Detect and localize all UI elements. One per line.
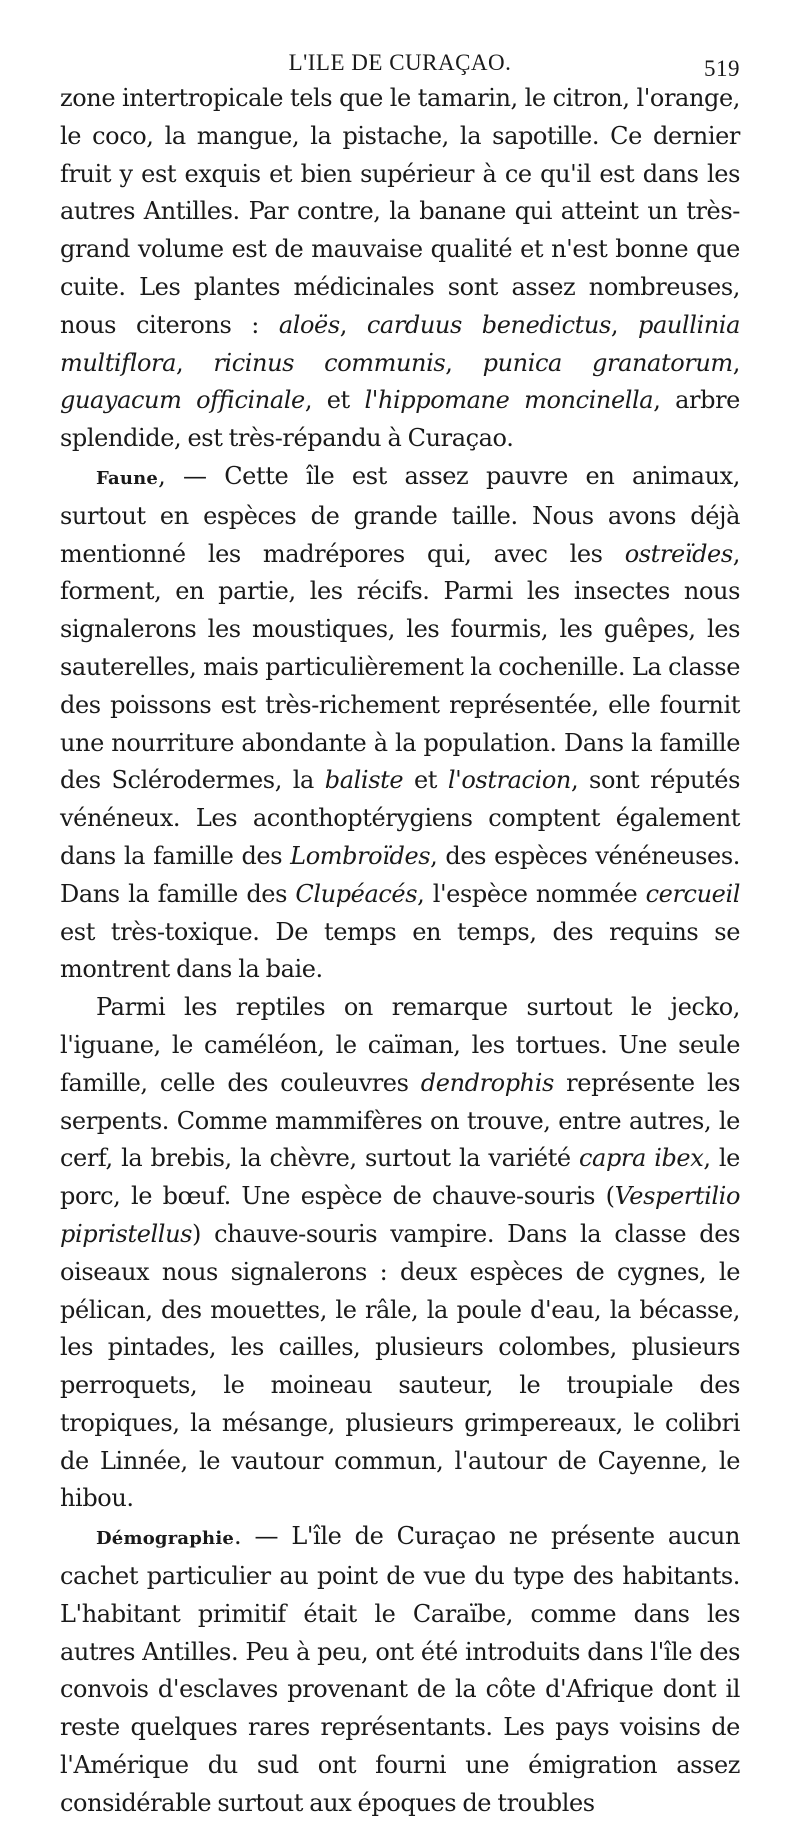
- species-name: Lombroïdes: [290, 841, 431, 870]
- text-run: zone intertropicale tels que le tamarin, le citron, l'orange, le coco, la mangue, la pistache, la sapotille. Ce dernier fruit y est exquis et bien supérieur à ce qu'il est dans les autres Antilles. Par contre, la banane qui atteint un très-grand volume est de mauvaise qualité et n'est bonne que cuite. Les plantes médicinales sont assez nombreuses, nous citerons :: [60, 84, 740, 339]
- text-run: ,: [445, 348, 483, 377]
- species-name: guayacum officinale: [60, 386, 305, 415]
- species-name: paullinia multiflora: [60, 310, 740, 377]
- text-run: ) chauve-souris vampire. Dans la classe des oiseaux nous signalerons : deux espèces de cygnes, le pélican, des mouettes, le râle, la poule d'eau, la bécasse, les pintades, les cailles, plusieurs colombes, plusieurs perroquets, le moineau sauteur, le troupiale des tropiques, la mésange, plusieurs grimpereaux, le colibri de Linnée, le vautour commun, l'autour de Cayenne, le hibou.: [60, 1219, 740, 1513]
- species-name: dendrophis: [420, 1068, 554, 1097]
- species-name: aloës: [278, 310, 340, 339]
- text-run: Parmi les reptiles on remarque surtout le jecko, l'iguane, le caméléon, le caïman, les tortues. Une seule famille, celle des couleuvres: [60, 993, 740, 1097]
- species-name: baliste: [324, 766, 404, 795]
- species-name: l'hippomane moncinella: [364, 386, 654, 415]
- species-name: capra ibex: [579, 1144, 704, 1173]
- paragraph-faune: [60, 458, 740, 989]
- text-run: représente les serpents. Comme mammifères on trouve, entre autres, le cerf, la brebis, la chèvre, surtout la variété: [60, 1068, 740, 1173]
- text-run: . — L'île de Curaçao ne présente aucun cachet particulier au point de vue du type des habitants. L'habitant primitif était le Caraïbe, comme dans les autres Antilles. Peu à peu, ont été introduits dans l'île des convois d'esclaves provenant de la côte d'Afrique dont il reste quelques rares représentants. Les pays voisins de l'Amérique du sud ont fourni une émigration assez considérable surtout aux époques de troubles: [60, 1522, 740, 1817]
- text-run: , des espèces vénéneuses. Dans la famille des: [60, 841, 740, 908]
- section-rubric-demographie: Démographie: [96, 1528, 235, 1550]
- running-title: L'ILE DE CURAÇAO.: [288, 50, 512, 75]
- text-run: ,: [339, 310, 367, 339]
- species-name: Clupéacés: [295, 879, 418, 908]
- paragraph-flora: [60, 80, 740, 458]
- text-run: , l'espèce nommée: [417, 879, 646, 908]
- page-number: 519: [704, 56, 740, 81]
- text-run: , — Cette île est assez pauvre en animaux, surtout en espèces de grande taille. Nous avons déjà mentionné les madrépores qui, avec les: [60, 461, 740, 568]
- species-name: ostreïdes: [624, 539, 733, 568]
- text-run: ,: [610, 310, 638, 339]
- text-run: et: [403, 766, 448, 795]
- book-page: [60, 30, 740, 1823]
- section-rubric-faune: Faune: [96, 467, 159, 489]
- species-name: l'ostracion: [447, 766, 571, 795]
- species-name: punica granatorum: [482, 348, 733, 377]
- paragraph-reptiles: [60, 989, 740, 1518]
- species-name: cercueil: [645, 879, 740, 908]
- species-name: carduus benedictus: [366, 310, 611, 339]
- species-name: Vespertilio pipristellus: [60, 1182, 740, 1248]
- text-run: ,: [732, 348, 740, 377]
- text-run: , sont réputés vénéneux. Les aconthoptérygiens comptent également dans la famille des: [60, 766, 740, 870]
- paragraph-demographie: [60, 1518, 740, 1822]
- text-run: , forment, en partie, les récifs. Parmi les insectes nous signalerons les moustiques, les fourmis, les guêpes, les sauterelles, mais particulièrement la cochenille. La classe des poissons est très-richement représentée, elle fournit une nourriture abondante à la population. Dans la famille des Sclérodermes, la: [60, 539, 740, 795]
- species-name: ricinus communis: [213, 348, 446, 377]
- text-run: , le porc, le bœuf. Une espèce de chauve-souris (: [60, 1144, 740, 1211]
- text-run: , et: [304, 386, 365, 415]
- text-run: ,: [176, 348, 214, 377]
- text-run: , arbre splendide, est très-répandu à Curaçao.: [60, 386, 740, 453]
- running-head: [60, 30, 740, 80]
- body-text: [60, 80, 740, 1823]
- text-run: est très-toxique. De temps en temps, des requins se montrent dans la baie.: [60, 917, 740, 984]
